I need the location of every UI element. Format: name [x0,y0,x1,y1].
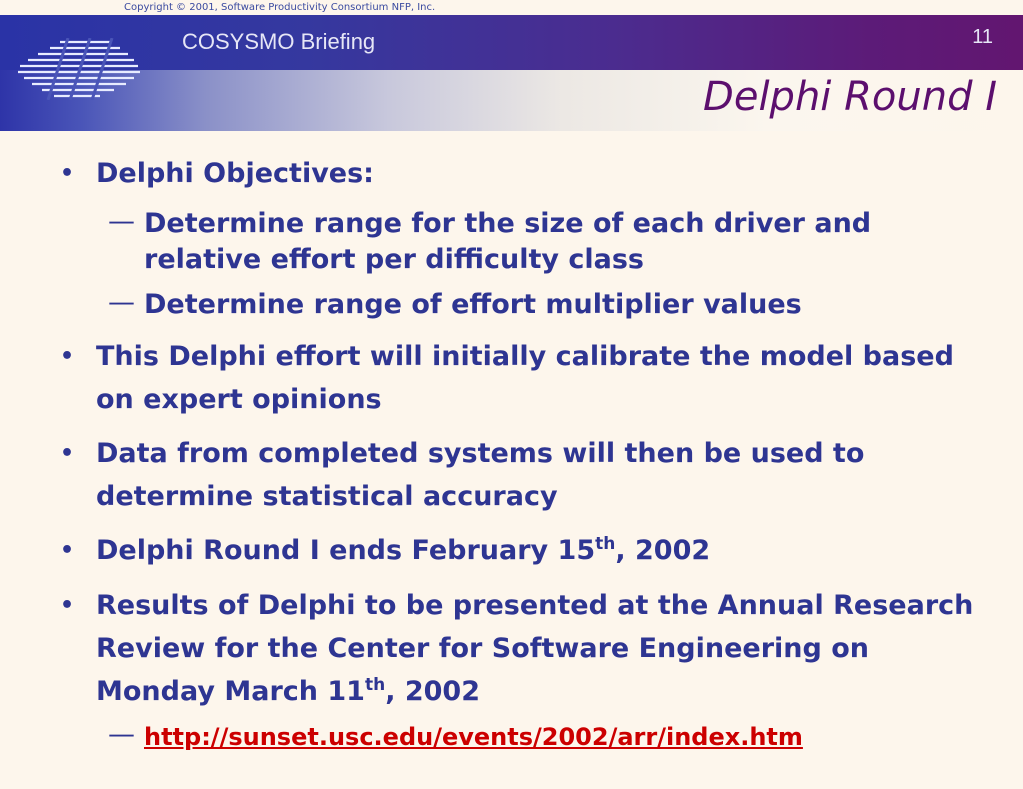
page-number: 11 [972,26,993,48]
bullet-text: Results of Delphi to be presented at the Annual Research Review for the Center for Software Engineering on Monday March 11 [96,590,974,707]
bullet-text: This Delphi effort will initially calibrate the model based on expert opinions [96,341,954,415]
bullet-text-end: , 2002 [615,535,711,566]
bullet-text: Delphi Round I ends February 15 [96,535,596,566]
bullet-text-end: , 2002 [385,676,481,707]
sub-bullet-item [108,719,994,755]
bullet-item [60,335,996,421]
briefing-label: COSYSMO Briefing [182,29,376,54]
bullet-item [60,152,996,195]
arr-events-link[interactable]: http://sunset.usc.edu/events/2002/arr/index.htm [144,723,803,751]
bullet-item [60,584,996,713]
dash-icon: — [108,206,135,237]
bullet-icon: • [60,161,75,186]
bullet-item [60,432,996,518]
sub-bullet-item [108,287,994,323]
bullet-text: Data from completed systems will then be used to determine statistical accuracy [96,438,865,512]
bullet-icon: • [60,538,75,563]
sub-bullet-item [108,206,994,278]
header-bar [0,15,1023,70]
sub-bullet-text: Determine range for the size of each driver and relative effort per difficulty class [144,208,872,275]
dash-icon: — [108,719,135,750]
superscript-th: th [595,534,616,554]
bullet-text: Delphi Objectives: [96,158,374,189]
dash-icon: — [108,287,135,318]
bullet-icon: • [60,441,75,466]
sub-bullet-text: Determine range of effort multiplier values [144,289,802,320]
copyright-text: Copyright © 2001, Software Productivity Consortium NFP, Inc. [124,2,436,13]
consortium-logo-icon [14,38,144,100]
bullet-item [60,529,996,572]
bullet-icon: • [60,344,75,369]
superscript-th: th [364,675,386,695]
slide-title: Delphi Round I [703,74,997,120]
bullet-icon: • [60,593,75,618]
